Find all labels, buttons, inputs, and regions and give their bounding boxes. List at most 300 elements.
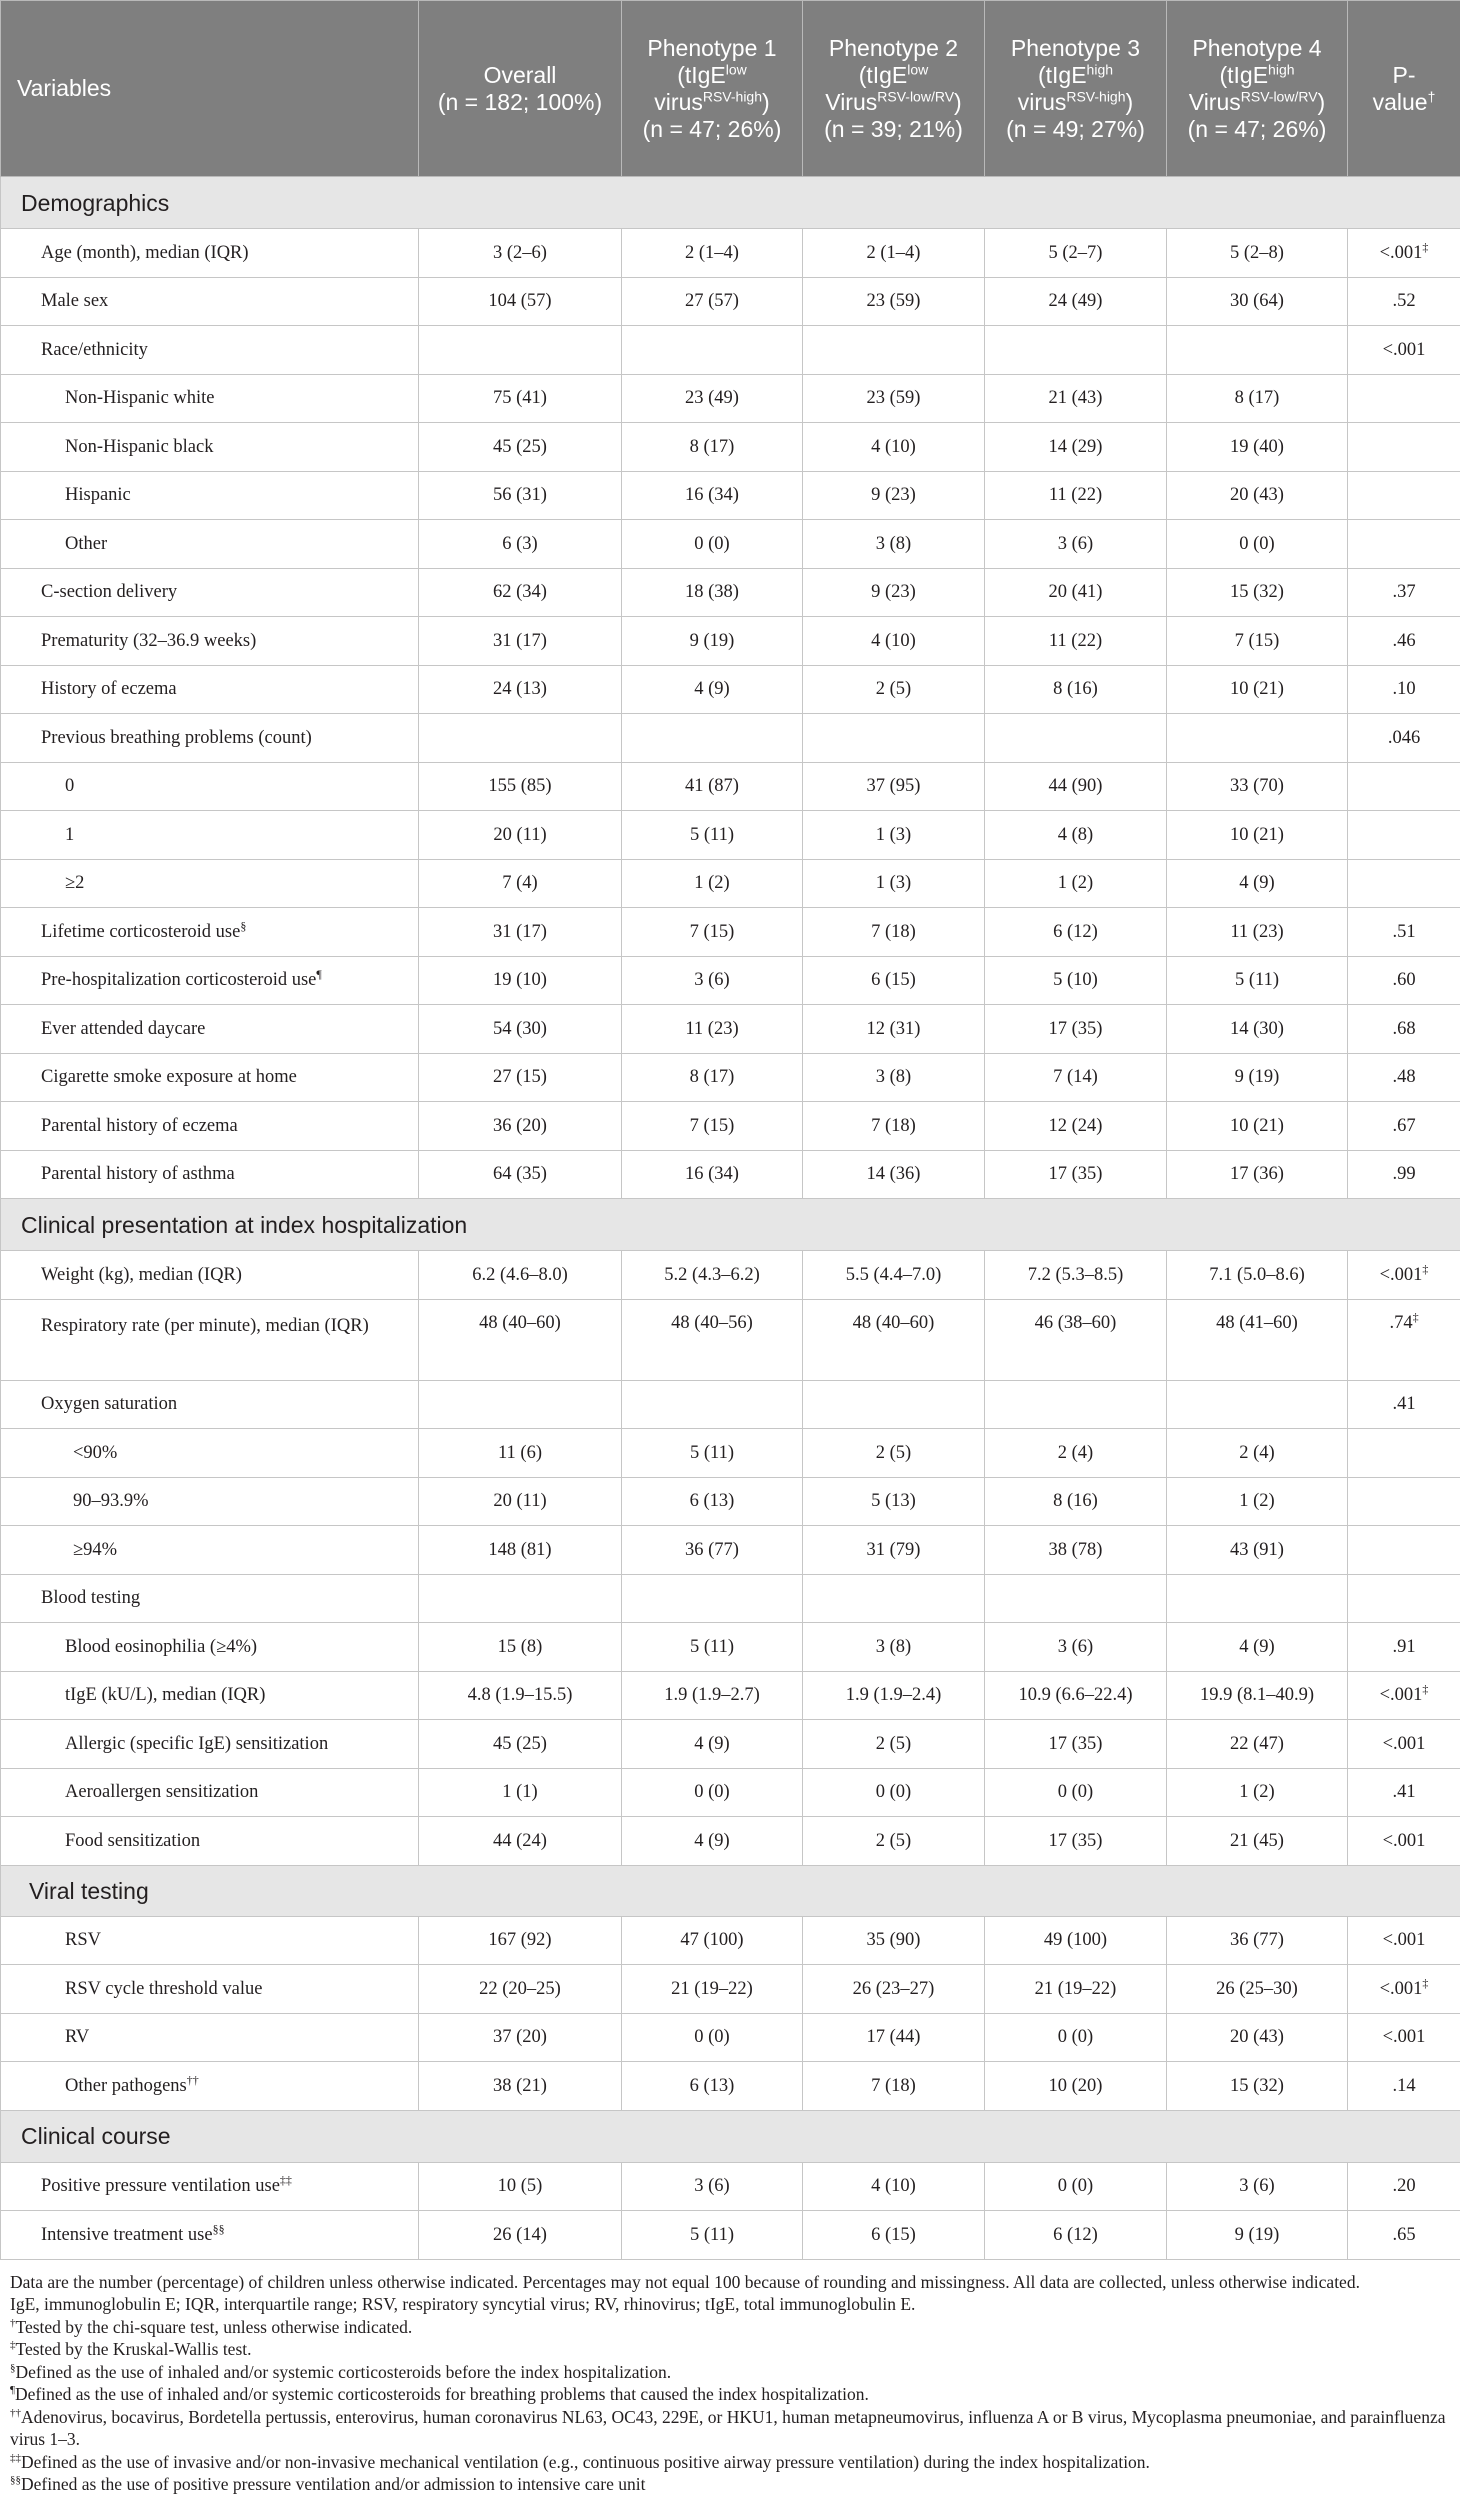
cell-p-value (1348, 2013, 1460, 2062)
p-value-footnote-mark: ‡ (1422, 1261, 1429, 1276)
cell-overall (419, 423, 622, 472)
cell-phenotype-1 (622, 1150, 803, 1199)
cell-phenotype-3 (985, 1817, 1167, 1866)
table-row-nhw (1, 374, 1460, 423)
cell-value: 8 (17) (689, 436, 735, 457)
cell-phenotype-3 (985, 762, 1167, 811)
cell-phenotype-2 (803, 811, 985, 860)
cell-phenotype-2 (803, 326, 985, 375)
row-label (1, 1720, 419, 1769)
header-p2-l2sup: low (907, 60, 929, 77)
footnote-text: Adenovirus, bocavirus, Bordetella pertussis, enterovirus, human coronavirus NL63, OC43, 229E, or HKU1, human metapneumovirus, influenza A or B virus, Mycoplasma pneumoniae, and parainfluenza virus 1–3. (10, 2406, 1446, 2449)
cell-phenotype-1 (622, 617, 803, 666)
cell-phenotype-3 (985, 229, 1167, 278)
table-row-eczema (1, 665, 1460, 714)
cell-value: 11 (6) (497, 1442, 542, 1463)
cell-value: <.001 (1379, 1685, 1423, 1706)
cell-phenotype-3 (985, 908, 1167, 957)
header-p3-l3b: ) (1125, 88, 1134, 115)
row-label (1, 1429, 419, 1478)
cell-value: 48 (40–60) (852, 1312, 935, 1333)
row-label-text: Blood eosinophilia (≥4%) (65, 1636, 258, 1657)
cell-phenotype-3 (985, 2162, 1167, 2211)
cell-phenotype-4 (1167, 229, 1348, 278)
cell-phenotype-1 (622, 1251, 803, 1300)
cell-p-value (1348, 1574, 1460, 1623)
cell-phenotype-1 (622, 229, 803, 278)
table-row-csec (1, 568, 1460, 617)
cell-phenotype-4 (1167, 1429, 1348, 1478)
row-label (1, 2013, 419, 2062)
cell-phenotype-3 (985, 1380, 1167, 1429)
header-p2-l2a: (tIgE (858, 61, 908, 88)
cell-phenotype-1 (622, 277, 803, 326)
cell-value: .74 (1389, 1312, 1413, 1333)
cell-overall (419, 229, 622, 278)
cell-value: 10 (21) (1230, 824, 1284, 845)
header-p1-l3a: virus (654, 88, 703, 115)
header-phenotype-1 (622, 1, 803, 177)
cell-value: 23 (49) (685, 388, 739, 409)
cell-phenotype-2 (803, 1526, 985, 1575)
cell-phenotype-2 (803, 956, 985, 1005)
cell-value: .91 (1392, 1636, 1416, 1657)
footnote-text: Defined as the use of invasive and/or non-invasive mechanical ventilation (e.g., continuous positive airway pressure ventilation) during the index hospitalization. (21, 2451, 1150, 2472)
cell-value: 2 (5) (875, 679, 912, 700)
header-p-value-l2: value (1372, 88, 1428, 115)
cell-p-value (1348, 1817, 1460, 1866)
section-title: Clinical course (1, 2110, 1460, 2162)
row-label-text: Pre-hospitalization corticosteroid use (41, 970, 317, 991)
row-label-text: <90% (73, 1442, 118, 1463)
cell-p-value (1348, 520, 1460, 569)
row-label (1, 956, 419, 1005)
cell-p-value (1348, 1150, 1460, 1199)
row-label-text: Other pathogens (65, 2075, 187, 2096)
cell-value: 0 (0) (1239, 533, 1275, 554)
cell-value: 23 (59) (866, 291, 921, 312)
cell-value: .10 (1392, 679, 1416, 700)
cell-value: 26 (23–27) (852, 1978, 935, 1999)
row-label (1, 859, 419, 908)
row-label-text: Non-Hispanic black (65, 436, 214, 457)
row-label-text: History of eczema (41, 679, 177, 700)
cell-p-value (1348, 1299, 1460, 1380)
cell-phenotype-4 (1167, 2162, 1348, 2211)
row-label-text: ≥94% (73, 1539, 118, 1560)
header-p1-title: Phenotype 1 (647, 34, 777, 61)
cell-overall (419, 1526, 622, 1575)
row-label-text: 1 (65, 824, 75, 845)
cell-phenotype-1 (622, 762, 803, 811)
table-row-prem (1, 617, 1460, 666)
cell-phenotype-4 (1167, 1671, 1348, 1720)
header-p3-l3a: virus (1017, 88, 1067, 115)
cell-value: 20 (41) (1048, 582, 1103, 603)
cell-value: 5.5 (4.4–7.0) (845, 1264, 942, 1285)
cell-overall (419, 714, 622, 763)
row-label (1, 1671, 419, 1720)
header-p3-l2sup: high (1086, 60, 1114, 77)
cell-value: 21 (43) (1048, 388, 1103, 409)
cell-value: 7 (15) (1234, 630, 1280, 651)
cell-value: <.001 (1379, 242, 1423, 263)
cell-value: 48 (40–60) (479, 1312, 561, 1333)
cell-phenotype-4 (1167, 1768, 1348, 1817)
cell-phenotype-1 (622, 908, 803, 957)
cell-phenotype-3 (985, 2062, 1167, 2111)
table-row-blood (1, 1574, 1460, 1623)
footnote-symbol: † (10, 2316, 16, 2329)
cell-phenotype-4 (1167, 326, 1348, 375)
cell-overall (419, 1251, 622, 1300)
cell-value: 2 (5) (875, 1733, 912, 1754)
cell-phenotype-4 (1167, 374, 1348, 423)
cell-phenotype-1 (622, 2162, 803, 2211)
row-label-text: Cigarette smoke exposure at home (41, 1067, 297, 1088)
cell-phenotype-1 (622, 1299, 803, 1380)
row-label-footnote-mark: §§ (212, 2221, 225, 2236)
cell-value: 4 (9) (694, 1830, 730, 1851)
table-row-male (1, 277, 1460, 326)
footnote-text: Tested by the Kruskal-Wallis test. (15, 2339, 252, 2359)
cell-phenotype-1 (622, 1768, 803, 1817)
cell-value: 15 (8) (497, 1636, 543, 1657)
footnote-chi-square (10, 2316, 1450, 2339)
cell-phenotype-2 (803, 714, 985, 763)
row-label-text: Ever attended daycare (41, 1018, 206, 1039)
cell-phenotype-2 (803, 1720, 985, 1769)
cell-phenotype-4 (1167, 520, 1348, 569)
footnote-ppv (10, 2451, 1450, 2474)
cell-phenotype-2 (803, 1965, 985, 2014)
cell-phenotype-3 (985, 665, 1167, 714)
footnote-kruskal-wallis (10, 2338, 1450, 2361)
cell-value: 17 (35) (1048, 1733, 1103, 1754)
cell-value: 41 (87) (685, 776, 739, 797)
cell-value: 6.2 (4.6–8.0) (472, 1264, 568, 1285)
table-row-race (1, 326, 1460, 375)
cell-value: 3 (6) (694, 970, 730, 991)
cell-value: 1 (2) (1239, 1491, 1275, 1512)
row-label-text: Oxygen saturation (41, 1394, 178, 1415)
cell-overall (419, 1429, 622, 1478)
cell-value: 26 (14) (493, 2224, 547, 2245)
row-label (1, 229, 419, 278)
row-label-text: Aeroallergen sensitization (65, 1782, 259, 1803)
footnote-text: Defined as the use of inhaled and/or systemic corticosteroids before the index hospitalization. (15, 2361, 672, 2382)
footnote-lifetime-corticosteroid (10, 2361, 1450, 2384)
p-value-footnote-mark: ‡ (1422, 1682, 1429, 1697)
cell-phenotype-3 (985, 811, 1167, 860)
cell-overall (419, 2013, 622, 2062)
row-label (1, 1623, 419, 1672)
table-row-b2 (1, 859, 1460, 908)
row-label-text: Respiratory rate (per minute), median (IQR) (41, 1315, 369, 1336)
cell-overall (419, 2162, 622, 2211)
cell-p-value (1348, 1768, 1460, 1817)
table-row-oxy (1, 1380, 1460, 1429)
cell-overall (419, 1768, 622, 1817)
cell-value: 3 (8) (875, 1067, 912, 1088)
cell-value: 23 (59) (866, 388, 921, 409)
cell-value: .41 (1392, 1782, 1416, 1803)
cell-value: .51 (1392, 921, 1416, 942)
cell-p-value (1348, 617, 1460, 666)
cell-phenotype-3 (985, 568, 1167, 617)
header-p4-l4: (n = 47; 26%) (1187, 115, 1327, 142)
table-row-lifecs (1, 908, 1460, 957)
cell-value: 2 (4) (1057, 1442, 1094, 1463)
cell-value: 5 (11) (1234, 970, 1279, 991)
cell-phenotype-4 (1167, 811, 1348, 860)
cell-value: .20 (1392, 2176, 1416, 2197)
cell-value: 37 (95) (866, 776, 921, 797)
cell-p-value (1348, 326, 1460, 375)
footnote-other-pathogens (10, 2406, 1450, 2451)
cell-value: 6 (3) (502, 533, 538, 554)
cell-phenotype-3 (985, 1916, 1167, 1965)
cell-p-value (1348, 374, 1460, 423)
cell-value: 49 (100) (1043, 1930, 1108, 1951)
cell-phenotype-1 (622, 374, 803, 423)
row-label-text: Prematurity (32–36.9 weeks) (41, 630, 257, 651)
header-p3-l2a: (tIgE (1037, 61, 1087, 88)
table-row-rsv (1, 1916, 1460, 1965)
cell-overall (419, 1380, 622, 1429)
row-label (1, 1053, 419, 1102)
cell-value: 10 (20) (1048, 2075, 1103, 2096)
cell-value: 17 (35) (1048, 1830, 1103, 1851)
cell-value: 1 (1) (502, 1782, 538, 1803)
cell-phenotype-4 (1167, 277, 1348, 326)
cell-phenotype-1 (622, 1380, 803, 1429)
cell-phenotype-3 (985, 1623, 1167, 1672)
table-row-allerg (1, 1720, 1460, 1769)
row-label-text: Race/ethnicity (41, 339, 148, 360)
cell-p-value (1348, 762, 1460, 811)
header-variables: Variables (1, 1, 419, 177)
cell-value: 11 (23) (1230, 921, 1284, 942)
section-row-demographics (1, 177, 1460, 229)
cell-phenotype-1 (622, 568, 803, 617)
cell-overall (419, 859, 622, 908)
p-value-footnote-mark: ‡ (1422, 1975, 1429, 1990)
cell-phenotype-2 (803, 2211, 985, 2260)
cell-value: .68 (1392, 1018, 1416, 1039)
header-p4-l3sup: RSV-low/RV (1240, 87, 1318, 104)
cell-phenotype-4 (1167, 2062, 1348, 2111)
cell-value: 1 (2) (694, 873, 730, 894)
cell-phenotype-2 (803, 2062, 985, 2111)
cell-value: 17 (44) (866, 2027, 921, 2048)
cell-p-value (1348, 229, 1460, 278)
table-row-o90 (1, 1429, 1460, 1478)
cell-value: 10 (5) (497, 2176, 543, 2197)
cell-overall (419, 665, 622, 714)
header-p2-title: Phenotype 2 (828, 34, 959, 61)
cell-value: 7 (18) (871, 1115, 916, 1136)
table-row-daycare (1, 1005, 1460, 1054)
table-row-weight (1, 1251, 1460, 1300)
cell-phenotype-3 (985, 2211, 1167, 2260)
cell-value: 7 (15) (689, 921, 735, 942)
cell-phenotype-2 (803, 1053, 985, 1102)
cell-value: 24 (49) (1048, 291, 1103, 312)
cell-value: 2 (5) (875, 1442, 912, 1463)
footnote-symbol: ‡‡ (10, 2451, 21, 2464)
cell-value: 1 (3) (875, 824, 912, 845)
cell-p-value (1348, 2062, 1460, 2111)
footnote-symbol: ¶ (10, 2384, 15, 2397)
cell-p-value (1348, 714, 1460, 763)
cell-value: <.001 (1382, 339, 1426, 360)
cell-phenotype-3 (985, 956, 1167, 1005)
cell-value: 15 (32) (1230, 2075, 1284, 2096)
cell-value: 5 (13) (871, 1491, 916, 1512)
cell-overall (419, 1817, 622, 1866)
row-label (1, 1526, 419, 1575)
row-label (1, 1817, 419, 1866)
cell-value: 11 (22) (1048, 630, 1103, 651)
cell-value: 16 (34) (685, 485, 739, 506)
row-label (1, 1005, 419, 1054)
cell-value: 19 (40) (1230, 436, 1284, 457)
cell-p-value (1348, 423, 1460, 472)
header-p3-l4: (n = 49; 27%) (1006, 115, 1145, 142)
cell-phenotype-1 (622, 1574, 803, 1623)
cell-value: 5.2 (4.3–6.2) (664, 1264, 760, 1285)
cell-overall (419, 1720, 622, 1769)
cell-value: 56 (31) (493, 485, 547, 506)
cell-value: 1 (2) (1239, 1782, 1275, 1803)
row-label-text: Intensive treatment use (41, 2224, 213, 2245)
cell-value: 21 (19–22) (1034, 1978, 1117, 1999)
cell-phenotype-2 (803, 1817, 985, 1866)
header-p2-l4: (n = 39; 21%) (824, 115, 963, 142)
cell-value: 14 (36) (866, 1164, 921, 1185)
cell-value: 17 (35) (1048, 1018, 1103, 1039)
cell-phenotype-4 (1167, 1053, 1348, 1102)
table-row-nhb (1, 423, 1460, 472)
cell-value: 4 (9) (694, 1733, 730, 1754)
cell-overall (419, 1005, 622, 1054)
cell-value: 1 (3) (875, 873, 912, 894)
cell-value: 9 (19) (689, 630, 735, 651)
cell-value: 62 (34) (493, 582, 547, 603)
cell-value: .48 (1392, 1067, 1416, 1088)
cell-value: 3 (6) (694, 2176, 730, 2197)
section-title: Viral testing (1, 1865, 1460, 1916)
cell-value: 3 (6) (1239, 2176, 1275, 2197)
cell-overall (419, 1623, 622, 1672)
cell-phenotype-3 (985, 277, 1167, 326)
header-p4-title: Phenotype 4 (1192, 34, 1322, 61)
footnote-symbol: ‡ (10, 2339, 16, 2352)
cell-phenotype-4 (1167, 423, 1348, 472)
header-p2-l3sup: RSV-low/RV (877, 87, 955, 104)
cell-value: 9 (23) (871, 582, 916, 603)
cell-phenotype-4 (1167, 665, 1348, 714)
cell-value: 20 (11) (493, 824, 547, 845)
cell-phenotype-1 (622, 811, 803, 860)
row-label-footnote-mark: ¶ (316, 967, 322, 982)
row-label-text: Parental history of asthma (41, 1164, 235, 1185)
table-row-o93 (1, 1477, 1460, 1526)
cell-value: 4 (8) (1057, 824, 1094, 845)
cell-value: 5 (11) (689, 2224, 734, 2245)
cell-p-value (1348, 2211, 1460, 2260)
row-label-text: 0 (65, 776, 75, 797)
cell-value: 104 (57) (488, 291, 552, 312)
cell-phenotype-3 (985, 617, 1167, 666)
cell-value: 6 (12) (1053, 2224, 1098, 2245)
cell-value: 37 (20) (493, 2027, 547, 2048)
cell-value: 5 (10) (1053, 970, 1098, 991)
table-row-ppv (1, 2162, 1460, 2211)
cell-phenotype-2 (803, 1150, 985, 1199)
cell-overall (419, 471, 622, 520)
cell-phenotype-2 (803, 229, 985, 278)
row-label (1, 520, 419, 569)
section-row-course (1, 2110, 1460, 2162)
cell-value: .60 (1392, 970, 1416, 991)
cell-phenotype-2 (803, 665, 985, 714)
row-label (1, 762, 419, 811)
cell-value: 3 (8) (875, 1636, 912, 1657)
cell-value: .65 (1392, 2224, 1416, 2245)
cell-value: 14 (29) (1048, 436, 1103, 457)
cell-phenotype-4 (1167, 1005, 1348, 1054)
header-overall-line2: (n = 182; 100%) (437, 88, 603, 115)
cell-p-value (1348, 1623, 1460, 1672)
row-label-text: Hispanic (65, 485, 131, 506)
cell-value: .46 (1392, 630, 1416, 651)
row-label-footnote-mark: †† (186, 2072, 199, 2087)
table-row-hisp (1, 471, 1460, 520)
row-label-text: 90–93.9% (73, 1491, 149, 1512)
row-label-text: Food sensitization (65, 1830, 201, 1851)
cell-phenotype-4 (1167, 1102, 1348, 1151)
cell-overall (419, 277, 622, 326)
cell-phenotype-3 (985, 374, 1167, 423)
cell-value: 10 (21) (1230, 679, 1284, 700)
cell-phenotype-1 (622, 423, 803, 472)
row-label (1, 1251, 419, 1300)
table-row-other (1, 520, 1460, 569)
header-p2-l3b: ) (954, 88, 962, 115)
row-label-text: RSV cycle threshold value (65, 1978, 263, 1999)
cell-value: 2 (4) (1239, 1442, 1275, 1463)
cell-value: 0 (0) (694, 533, 730, 554)
cell-value: 7 (18) (871, 921, 916, 942)
row-label-text: ≥2 (65, 873, 85, 894)
table-row-rv (1, 2013, 1460, 2062)
cell-phenotype-4 (1167, 859, 1348, 908)
header-p-value-l1: P- (1392, 61, 1416, 88)
cell-value: 46 (38–60) (1034, 1312, 1117, 1333)
cell-value: .37 (1392, 582, 1416, 603)
cell-phenotype-1 (622, 326, 803, 375)
cell-value: 21 (19–22) (671, 1978, 753, 1999)
row-label-text: Male sex (41, 291, 109, 312)
cell-phenotype-4 (1167, 1623, 1348, 1672)
table-row-precs (1, 956, 1460, 1005)
cell-overall (419, 1053, 622, 1102)
header-p2-l3a: Virus (825, 88, 878, 115)
cell-phenotype-1 (622, 471, 803, 520)
cell-overall (419, 908, 622, 957)
